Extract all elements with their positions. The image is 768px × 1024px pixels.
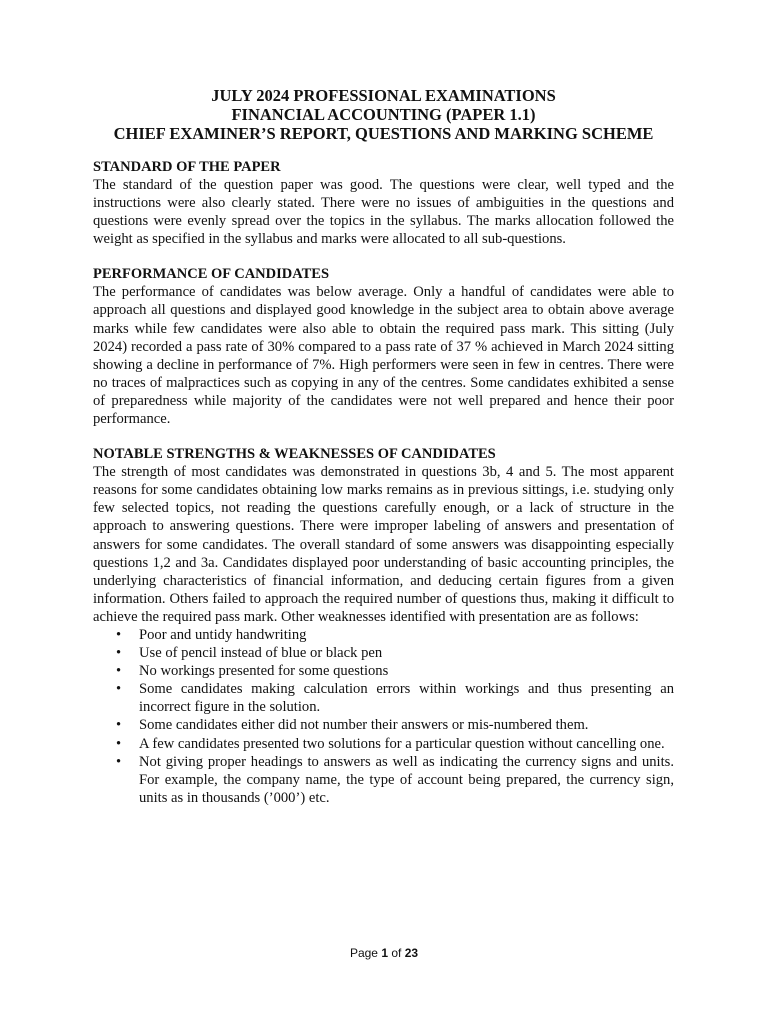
list-item <box>93 753 674 807</box>
list-item-text: Not giving proper headings to answers as well as indicating the currency signs and units. For example, the company name, the type of account being prepared, the currency sign, units as in thousands (’000’) etc. <box>139 753 674 806</box>
title-line-paper: FINANCIAL ACCOUNTING (PAPER 1.1) <box>231 105 536 124</box>
document-page <box>93 86 674 824</box>
list-item-text: Poor and untidy handwriting <box>139 626 307 643</box>
bullet-icon: • <box>116 717 122 734</box>
bullet-icon: • <box>116 663 122 680</box>
page-of: of <box>391 946 402 960</box>
strengths-body: The strength of most candidates was demonstrated in questions 3b, 4 and 5. The most apparent reasons for some candidates obtaining low marks remains as in previous sittings, i.e. studying only few selected topics, not reading the questions carefully enough, or a lack of structure in the approach to answering questions. There were improper labeling of answers and presentation of answers for some candidates. The overall standard of some answers was disappointing especially questions 1,2 and 3a. Candidates displayed poor understanding of basic accounting principles, the underlying characteristics of financial information, and deducing certain figures from a given information. Others failed to approach the required number of questions thus, making it difficult to achieve the required pass mark. Other weaknesses identified with presentation are as follows: <box>93 464 674 625</box>
list-item-text: No workings presented for some questions <box>139 663 389 680</box>
list-item-text: Some candidates either did not number their answers or mis-numbered them. <box>139 717 589 734</box>
bullet-icon: • <box>116 735 122 752</box>
section-performance <box>93 265 674 428</box>
bullet-icon: • <box>116 753 122 770</box>
list-item <box>93 716 674 734</box>
strengths-heading: NOTABLE STRENGTHS & WEAKNESSES OF CANDIDATES <box>93 446 496 463</box>
title-line-exam: JULY 2024 PROFESSIONAL EXAMINATIONS <box>211 86 556 105</box>
list-item <box>93 662 674 680</box>
performance-body: The performance of candidates was below average. Only a handful of candidates were able to approach all questions and displayed good knowledge in the subject area to obtain above average marks while few candidates were also able to obtain the required pass mark. This sitting (July 2024) recorded a pass rate of 30% compared to a pass rate of 37 % achieved in March 2024 sitting showing a decline in performance of 7%. High performers were seen in few in centres. There were no traces of malpractices such as copying in any of the centres. Some candidates exhibited a sense of preparedness while majority of the candidates were not well prepared and hence their poor performance. <box>93 284 674 428</box>
list-item-text: Use of pencil instead of blue or black pen <box>139 645 383 662</box>
section-standard <box>93 158 674 248</box>
standard-heading: STANDARD OF THE PAPER <box>93 159 281 175</box>
bullet-icon: • <box>116 645 122 662</box>
page-label: Page <box>349 946 378 960</box>
bullet-icon: • <box>116 681 122 698</box>
page-total: 23 <box>404 946 419 960</box>
performance-heading: PERFORMANCE OF CANDIDATES <box>93 266 330 283</box>
list-item-text: Some candidates making calculation errors within workings and thus presenting an incorrect figure in the solution. <box>139 681 674 716</box>
weaknesses-list <box>93 626 674 807</box>
list-item <box>93 735 674 753</box>
title-line-report: CHIEF EXAMINER’S REPORT, QUESTIONS AND MARKING SCHEME <box>113 124 654 143</box>
list-item <box>93 680 674 716</box>
page-current: 1 <box>381 946 388 960</box>
page-footer <box>0 946 768 960</box>
list-item-text: A few candidates presented two solutions for a particular question without cancelling one. <box>139 735 665 752</box>
standard-body: The standard of the question paper was good. The questions were clear, well typed and the instructions were also clearly stated. There were no issues of ambiguities in the questions and questions were evenly spread over the topics in the syllabus. The marks allocation followed the weight as specified in the syllabus and marks were allocated to all sub-questions. <box>93 177 674 248</box>
document-title <box>93 86 674 143</box>
section-strengths-weaknesses <box>93 445 674 807</box>
list-item <box>93 644 674 662</box>
list-item <box>93 626 674 644</box>
bullet-icon: • <box>116 626 122 643</box>
